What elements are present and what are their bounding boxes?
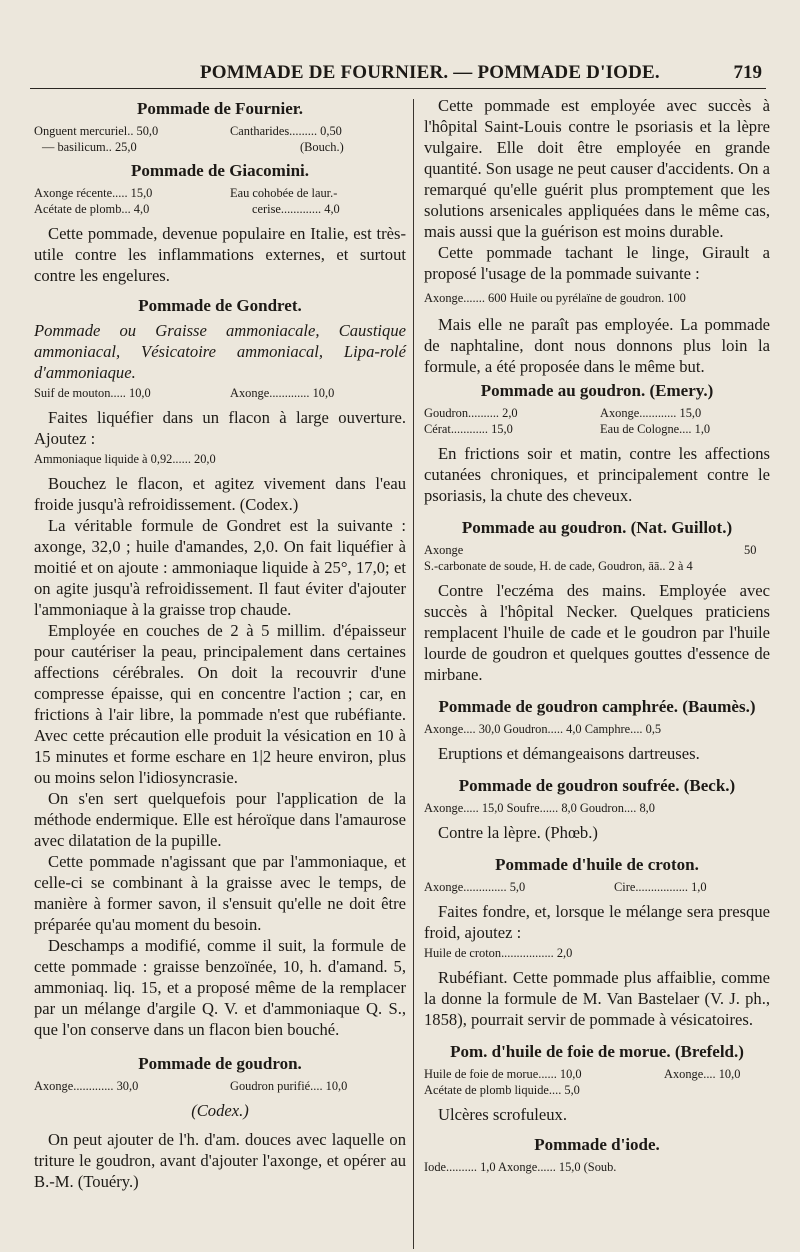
recipe-line: Goudron purifié.... 10,0 <box>230 1079 348 1093</box>
recipe-line: Eau de Cologne.... 1,0 <box>600 422 711 436</box>
heading-soufree: Pommade de goudron soufrée. (Beck.) <box>458 776 736 795</box>
recipe-line: Axonge.... 10,0 <box>664 1067 741 1081</box>
recipe-line: Huile de croton................. 2,0 <box>424 946 573 960</box>
recipe-line: Axonge............ 15,0 <box>600 406 702 420</box>
recipe-line: Huile de foie de morue...... 10,0 <box>424 1067 582 1081</box>
recipe-line: Axonge............. 30,0 <box>34 1079 139 1093</box>
right-column <box>424 95 770 1181</box>
paragraph: Cette pommade est employée avec succès à l'hôpital Saint-Louis contre le psoriasis et la lèpre vulgaire. Elle doit être employée en grande quantité. Son usage ne peut causer d'accidents. On a remarqué qu'elle guérit plus promptement que les solutions arsenicales appliquées dans le même cas, mais aussi que la guérison est moins durable. <box>424 96 770 241</box>
recipe-line: S.-carbonate de soude, H. de cade, Goudron, āā.. 2 à 4 <box>424 559 693 573</box>
running-title: POMMADE DE FOURNIER. — POMMADE D'IODE. <box>200 62 660 83</box>
paragraph: Bouchez le flacon, et agitez vivement dans l'eau froide jusqu'à refroidissement. (Codex.) <box>34 474 406 514</box>
column-divider <box>413 99 414 1249</box>
recipe-goudron <box>34 1078 406 1094</box>
paragraph: Contre l'eczéma des mains. Employée avec succès à l'hôpital Necker. Quelques praticiens remplacent l'huile de cade et le goudron par l'huile lourde de goudron et quelques gouttes d'essence de mirbane. <box>424 581 770 684</box>
left-column <box>34 95 406 1192</box>
heading-iode: Pommade d'iode. <box>534 1135 660 1154</box>
recipe-line: Goudron.......... 2,0 <box>424 406 518 420</box>
paragraph: On peut ajouter de l'h. d'am. douces avec laquelle on triture le goudron, avant d'ajouter l'axonge, et opérer au B.-M. (Touéry.) <box>34 1130 406 1191</box>
recipe-line: Cérat............ 15,0 <box>424 422 513 436</box>
paragraph: En frictions soir et matin, contre les affections cutanées chroniques, et principalement contre le psoriasis, la chute des cheveux. <box>424 444 770 505</box>
paragraph: Deschamps a modifié, comme il suit, la formule de cette pommade : graisse benzoïnée, 10, h. d'amand. 5, ammoniaq. liq. 15, et a proposé même de la remplacer par un mélange d'argile Q. V. et d'ammoniaque Q. S., que l'on conserve dans un flacon bien bouché. <box>34 936 406 1039</box>
recipe-croton <box>424 879 770 895</box>
paragraph: Cette pommade n'agissant que par l'ammoniaque, et celle-ci se combinant à la graisse avec le temps, de manière à former savon, il s'ensuit qu'elle ne doit être préparée qu'au moment du besoin. <box>34 852 406 934</box>
recipe-line: Onguent mercuriel.. 50,0 <box>34 124 159 138</box>
recipe-emery <box>424 405 770 437</box>
heading-croton: Pommade d'huile de croton. <box>495 855 699 874</box>
recipe-line: Axonge.............. 5,0 <box>424 880 526 894</box>
paragraph: La véritable formule de Gondret est la suivante : axonge, 32,0 ; huile d'amandes, 2,0. On fait liquéfier à moitié et on ajoute : ammoniaque liquide à 25°, 17,0; et on agite jusqu'à refroidissement. Il faut éviter d'ajouter l'ammoniaque à la graisse trop chaude. <box>34 516 406 619</box>
recipe-fournier <box>34 123 406 155</box>
page-number: 719 <box>733 62 762 83</box>
paragraph: Cette pommade tachant le linge, Girault a proposé l'usage de la pommade suivante : <box>424 243 770 283</box>
recipe-guillot <box>424 542 770 574</box>
recipe-line: Axonge <box>424 543 464 557</box>
recipe-line: Ammoniaque liquide à 0,92...... 20,0 <box>34 452 216 466</box>
recipe-source: (Codex.) <box>191 1101 249 1120</box>
paragraph: Mais elle ne paraît pas employée. La pommade de naphtaline, dont nous donnons plus loin la formule, a été proposée dans le même but. <box>424 315 770 376</box>
heading-fournier: Pommade de Fournier. <box>136 99 304 118</box>
recipe-gondret <box>34 385 406 401</box>
recipe-line: Axonge..... 15,0 Soufre...... 8,0 Goudron.... 8,0 <box>424 801 655 815</box>
paragraph: Ulcères scrofuleux. <box>438 1105 568 1124</box>
paragraph: Rubéfiant. Cette pommade plus affaiblie, comme la donne la formule de M. Van Bastelaer (V. J. ph., 1858), pourrait servir de pommade à vésicatoires. <box>424 968 770 1029</box>
recipe-line: Axonge récente..... 15,0 <box>34 186 153 200</box>
paragraph: On s'en sert quelquefois pour l'application de la méthode endermique. Elle est héroïque dans l'amaurose avec dilatation de la pupille. <box>34 789 406 850</box>
heading-camphree: Pommade de goudron camphrée. (Baumès.) <box>438 697 756 716</box>
heading-giacomini: Pommade de Giacomini. <box>130 161 309 180</box>
synonyms: Pommade ou Graisse ammoniacale, Caustique ammoniacal, Vésicatoire ammoniacal, Lipa-rolé d'ammoniaque. <box>34 321 406 382</box>
recipe-line: Eau cohobée de laur.- <box>230 186 338 200</box>
paragraph: Contre la lèpre. (Phœb.) <box>438 823 598 842</box>
recipe-morue <box>424 1066 770 1098</box>
recipe-line: Acétate de plomb... 4,0 <box>34 202 150 216</box>
heading-goudron: Pommade de goudron. <box>138 1054 302 1073</box>
paragraph: Cette pommade, devenue populaire en Italie, est très-utile contre les inflammations externes, et surtout contre les engelures. <box>34 224 406 285</box>
heading-guillot: Pommade au goudron. (Nat. Guillot.) <box>461 518 733 537</box>
paragraph: Eruptions et démangeaisons dartreuses. <box>438 744 700 763</box>
recipe-line: Cantharides......... 0,50 <box>230 124 342 138</box>
recipe-line: Axonge....... 600 Huile ou pyrélaïne de goudron. 100 <box>424 291 686 305</box>
recipe-line: Acétate de plomb liquide.... 5,0 <box>424 1083 580 1097</box>
heading-morue: Pom. d'huile de foie de morue. (Brefeld.) <box>450 1042 744 1061</box>
recipe-line: Cire................. 1,0 <box>614 880 707 894</box>
recipe-line: Suif de mouton..... 10,0 <box>34 386 151 400</box>
recipe-line: Axonge.... 30,0 Goudron..... 4,0 Camphre.... 0,5 <box>424 722 662 736</box>
heading-emery: Pommade au goudron. (Emery.) <box>480 381 714 400</box>
heading-gondret: Pommade de Gondret. <box>138 296 302 315</box>
recipe-line: Iode.......... 1,0 Axonge...... 15,0 (Soub. <box>424 1160 617 1174</box>
recipe-line: cerise............. 4,0 <box>252 202 340 216</box>
recipe-line: Axonge............. 10,0 <box>230 386 335 400</box>
recipe-line: — basilicum.. 25,0 <box>42 140 137 154</box>
paragraph: Faites fondre, et, lorsque le mélange sera presque froid, ajoutez : <box>424 902 770 942</box>
recipe-giacomini <box>34 185 406 217</box>
paragraph: Employée en couches de 2 à 5 millim. d'épaisseur pour cautériser la peau, principalement dans certaines affections cérébrales. On doit la recouvrir d'une compresse épaisse, qui en concentre l'action ; car, en frictions à l'air libre, la pommade n'est que rubéfiante. Avec cette précaution elle produit la vésication en 10 à 15 minutes et forme eschare en 1|2 heure environ, plus ou moins selon l'idiosyncrasie. <box>34 621 406 787</box>
paragraph: Faites liquéfier dans un flacon à large ouverture. Ajoutez : <box>34 408 406 448</box>
recipe-line: 50 <box>744 543 757 557</box>
recipe-source: (Bouch.) <box>300 140 344 154</box>
running-head <box>30 58 766 89</box>
